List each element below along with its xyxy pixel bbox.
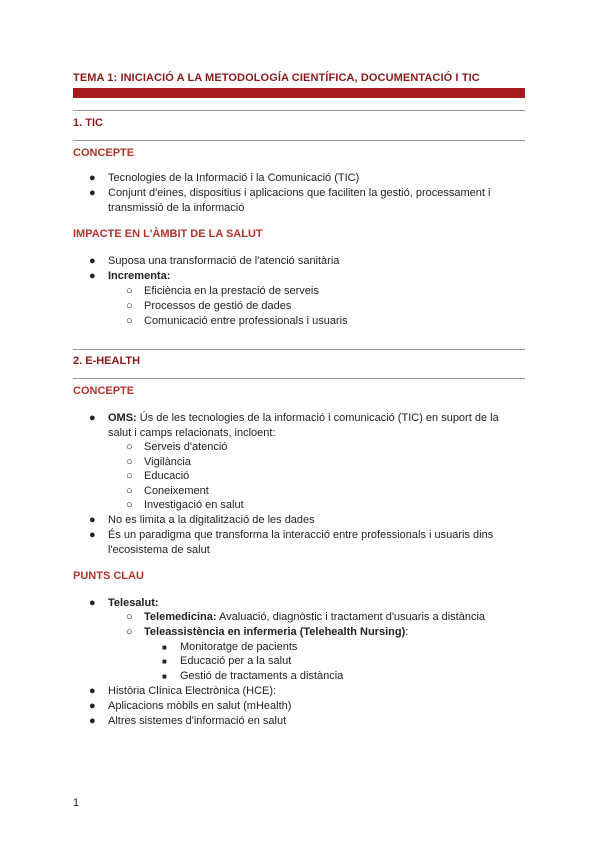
title-accent-bar — [73, 88, 525, 98]
section-title-tic: 1. TIC — [73, 117, 103, 129]
subheading-impacte: IMPACTE EN L'ÀMBIT DE LA SALUT — [73, 228, 263, 240]
bullet-icon: ● — [89, 514, 96, 526]
circle-bullet-icon: ○ — [126, 611, 133, 623]
circle-bullet-icon: ○ — [126, 499, 133, 511]
bullet-icon: ● — [89, 270, 96, 282]
subheading-concepte: CONCEPTE — [73, 147, 135, 159]
circle-bullet-icon: ○ — [126, 441, 133, 453]
section-divider — [73, 110, 525, 111]
circle-bullet-icon: ○ — [126, 485, 133, 497]
list-item: ● OMS: Ús de les tecnologies de la informació i comunicació (TIC) en suport de la salut i camps relacionats, incloent: — [89, 412, 499, 439]
list-item: ● Telesalut: — [89, 597, 159, 609]
square-bullet-icon: ■ — [162, 643, 167, 652]
subheading-punts-clau: PUNTS CLAU — [73, 570, 144, 582]
list-item: ● Conjunt d'eines, dispositius i aplicacions que faciliten la gestió, processament i transmissió de la informació — [89, 187, 491, 214]
bullet-icon: ● — [89, 529, 96, 541]
bullet-icon: ● — [89, 187, 96, 199]
list-item: ● Aplicacions mòbils en salut (mHealth) — [89, 700, 292, 712]
list-item: ● Altres sistemes d'informació en salut — [89, 715, 287, 727]
list-item: ○ Teleassistència en infermeria (Telehealth Nursing): — [126, 626, 409, 638]
circle-bullet-icon: ○ — [126, 300, 133, 312]
list-item: ○ Investigació en salut — [126, 499, 244, 511]
list-item: ○ Comunicació entre professionals i usuaris — [126, 315, 348, 327]
page-number: 1 — [73, 797, 80, 809]
bullet-icon: ● — [89, 700, 96, 712]
list-item: ○ Telemedicina: Avaluació, diagnòstic i tractament d'usuaris a distància — [126, 611, 486, 623]
bullet-icon: ● — [89, 412, 96, 424]
square-bullet-icon: ■ — [162, 672, 167, 681]
list-item: ○ Eficiència en la prestació de serveis — [126, 285, 319, 297]
circle-bullet-icon: ○ — [126, 470, 133, 482]
list-item: ● No es limita a la digitalització de les dades — [89, 514, 315, 526]
list-item: ● Tecnologies de la Informació i la Comunicació (TIC) — [89, 172, 360, 184]
section-divider — [73, 349, 525, 350]
list-item: ○ Educació — [126, 470, 190, 482]
list-item: ■ Monitoratge de pacients — [180, 640, 510, 655]
document-title: TEMA 1: INICIACIÓ A LA METODOLOGÍA CIENTÍFICA, DOCUMENTACIÓ I TIC — [73, 72, 480, 84]
list-item: ● Suposa una transformació de l'atenció sanitària — [89, 255, 340, 267]
list-item: ■ Gestió de tractaments a distància — [180, 669, 510, 684]
circle-bullet-icon: ○ — [126, 285, 133, 297]
list-item: ○ Coneixement — [126, 485, 209, 497]
section-divider — [73, 378, 525, 379]
circle-bullet-icon: ○ — [126, 456, 133, 468]
list-item: ■ Educació per a la salut — [180, 654, 510, 669]
list-item: ○ Vigilància — [126, 456, 191, 468]
square-bullet-icon: ■ — [162, 657, 167, 666]
section-divider — [73, 140, 525, 141]
list-item: ○ Serveis d'atenció — [126, 441, 228, 453]
list-item: ● És un paradigma que transforma la interacció entre professionals i usuaris dins l'ecosistema de salut — [89, 529, 494, 556]
section-title-ehealth: 2. E-HEALTH — [73, 355, 141, 367]
list-item: ● Història Clínica Electrònica (HCE): — [89, 685, 277, 697]
list-item: ○ Processos de gestió de dades — [126, 300, 292, 312]
subheading-concepte: CONCEPTE — [73, 385, 135, 397]
bullet-icon: ● — [89, 715, 96, 727]
circle-bullet-icon: ○ — [126, 626, 133, 638]
bullet-icon: ● — [89, 685, 96, 697]
bullet-icon: ● — [89, 172, 96, 184]
circle-bullet-icon: ○ — [126, 315, 133, 327]
bullet-icon: ● — [89, 255, 96, 267]
bullet-icon: ● — [89, 597, 96, 609]
list-item: ● Incrementa: — [89, 270, 171, 282]
